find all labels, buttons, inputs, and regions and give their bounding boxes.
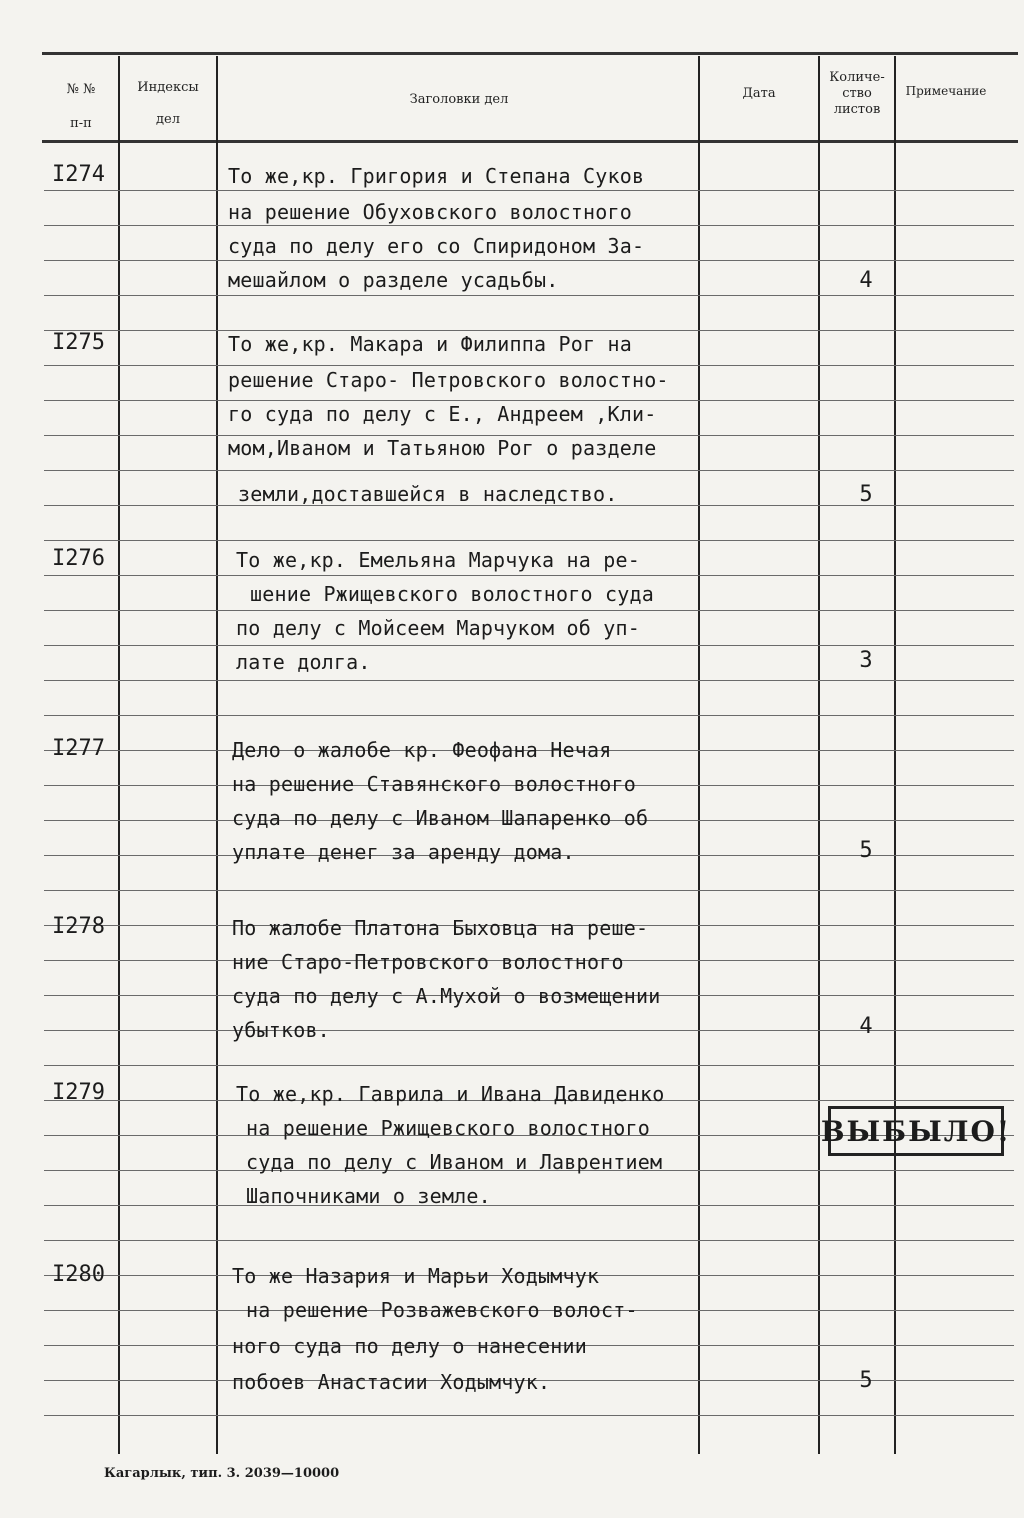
- entry-number: I274: [52, 162, 105, 187]
- entry-number: I279: [52, 1080, 105, 1105]
- entry-title-line: То же,кр. Макара и Филиппа Рог на: [228, 332, 632, 356]
- entry-title-line: на решение Обуховского волостного: [228, 200, 632, 224]
- ruled-line: [44, 1205, 1014, 1206]
- header-note: Примечание: [905, 84, 987, 98]
- entry-title-line: суда по делу с Иваном и Лаврентием: [246, 1150, 663, 1174]
- withdrawn-stamp: ВЫБЫЛО!: [828, 1106, 1004, 1156]
- ruled-line: [44, 890, 1014, 891]
- ruled-line: [44, 365, 1014, 366]
- entry-sheet-count: 5: [859, 1368, 873, 1393]
- top-rule: [42, 52, 1018, 55]
- ruled-line: [44, 645, 1014, 646]
- entry-title-line: Дело о жалобе кр. Феофана Нечая: [232, 738, 612, 762]
- col-sep-sheets: [818, 56, 820, 1454]
- ruled-line: [44, 1065, 1014, 1066]
- header-bottom-rule: [42, 140, 1018, 143]
- col-sep-date: [698, 56, 700, 1454]
- entry-title-line: То же,кр. Емельяна Марчука на ре-: [236, 548, 640, 572]
- entry-number: I277: [52, 736, 105, 761]
- entry-number: I275: [52, 330, 105, 355]
- col-sep-index: [118, 56, 120, 1454]
- ruled-line: [44, 610, 1014, 611]
- header-index-sub: дел: [156, 112, 180, 127]
- entry-title-line: на решение Ставянского волостного: [232, 772, 636, 796]
- entry-title-line: ние Старо-Петровского волостного: [232, 950, 624, 974]
- entry-title-line: лате долга.: [236, 650, 371, 674]
- entry-title-line: суда по делу с Иваном Шапаренко об: [232, 806, 649, 830]
- entry-title-line: на решение Ржищевского волостного: [246, 1116, 650, 1140]
- header-num-sub: п-п: [70, 116, 92, 131]
- entry-title-line: суда по делу его со Спиридоном За-: [228, 234, 645, 258]
- entry-title-line: мом,Иваном и Татьяною Рог о разделе: [228, 436, 657, 460]
- header-sheets-3: листов: [833, 102, 881, 117]
- ruled-line: [44, 1415, 1014, 1416]
- entry-number: I278: [52, 914, 105, 939]
- entry-sheet-count: 5: [859, 482, 873, 507]
- ruled-line: [44, 330, 1014, 331]
- ruled-line: [44, 190, 1014, 191]
- ruled-line: [44, 225, 1014, 226]
- ruled-line: [44, 295, 1014, 296]
- entry-sheet-count: 3: [859, 648, 873, 673]
- entry-title-line: То же Назария и Марьи Ходымчук: [232, 1264, 600, 1288]
- entry-number: I276: [52, 546, 105, 571]
- printer-imprint: Кагарлык, тип. 3. 2039—10000: [104, 1466, 340, 1481]
- entry-title-line: шение Ржищевского волостного суда: [250, 582, 654, 606]
- entry-title-line: на решение Розважевского волост-: [246, 1298, 638, 1322]
- entry-title-line: земли,доставшейся в наследство.: [238, 482, 618, 506]
- col-sep-title: [216, 56, 218, 1454]
- ruled-line: [44, 1240, 1014, 1241]
- entry-sheet-count: 5: [859, 838, 873, 863]
- header-titles: Заголовки дел: [409, 92, 509, 107]
- entry-sheet-count: 4: [859, 1014, 873, 1039]
- entry-title-line: уплате денег за аренду дома.: [232, 840, 575, 864]
- entry-title-line: побоев Анастасии Ходымчук.: [232, 1370, 551, 1394]
- header-index: Индексы: [137, 80, 199, 95]
- entry-title-line: убытков.: [232, 1018, 330, 1042]
- entry-title-line: То же,кр. Григория и Степана Суков: [228, 164, 645, 188]
- entry-title-line: решение Старо- Петровского волостно-: [228, 368, 669, 392]
- header-num: № №: [66, 82, 96, 97]
- ruled-line: [44, 400, 1014, 401]
- header-sheets-1: Количе-: [829, 70, 885, 85]
- entry-title-line: Шапочниками о земле.: [246, 1184, 491, 1208]
- header-date: Дата: [742, 86, 776, 101]
- ruled-line: [44, 715, 1014, 716]
- ruled-line: [44, 260, 1014, 261]
- entry-title-line: ного суда по делу о нанесении: [232, 1334, 587, 1358]
- entry-title-line: суда по делу с А.Мухой о возмещении: [232, 984, 661, 1008]
- ruled-line: [44, 470, 1014, 471]
- entry-title-line: То же,кр. Гаврила и Ивана Давиденко: [236, 1082, 665, 1106]
- ruled-line: [44, 540, 1014, 541]
- entry-sheet-count: 4: [859, 268, 873, 293]
- entry-title-line: по делу с Мойсеем Марчуком об уп-: [236, 616, 640, 640]
- ruled-line: [44, 575, 1014, 576]
- col-sep-note: [894, 56, 896, 1454]
- entry-title-line: мешайлом о разделе усадьбы.: [228, 268, 559, 292]
- entry-number: I280: [52, 1262, 105, 1287]
- ruled-line: [44, 680, 1014, 681]
- header-sheets-2: ство: [842, 86, 872, 101]
- entry-title-line: го суда по делу с Е., Андреем ,Кли-: [228, 402, 657, 426]
- entry-title-line: По жалобе Платона Быховца на реше-: [232, 916, 649, 940]
